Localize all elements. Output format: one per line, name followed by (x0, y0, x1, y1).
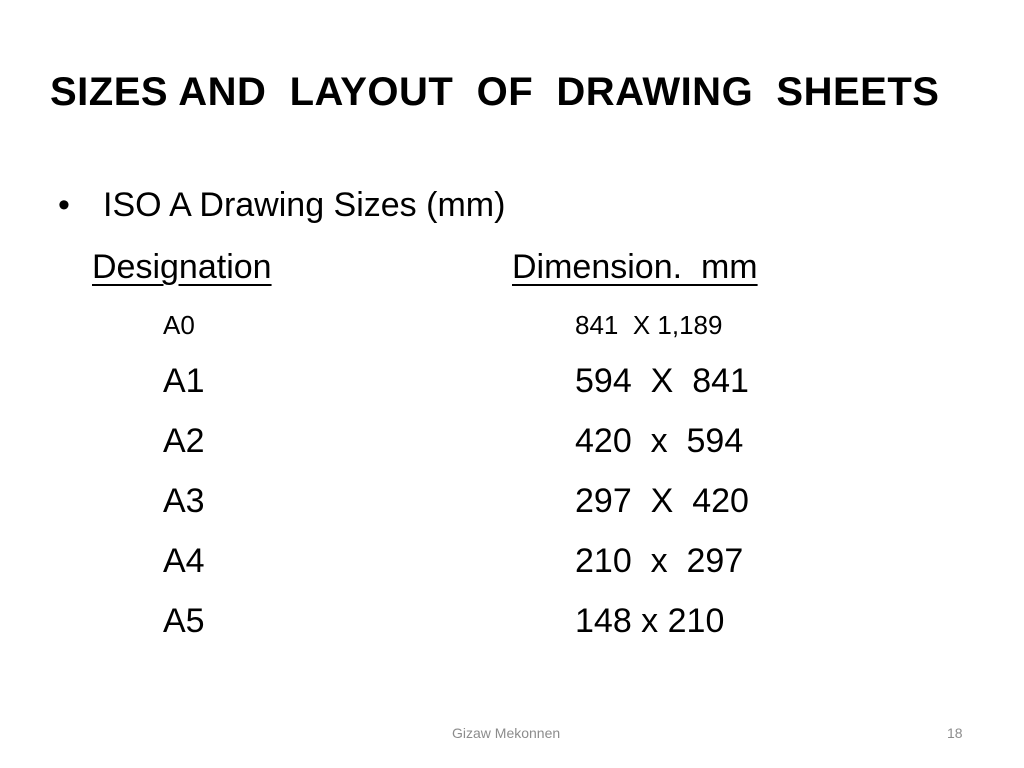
designation-cell-a0: A0 (163, 310, 195, 340)
footer-author: Gizaw Mekonnen (452, 725, 561, 741)
dimension-cell-a1: 594 X 841 (575, 362, 749, 400)
designation-cell-a3: A3 (163, 482, 205, 520)
dimension-cell-a2: 420 x 594 (575, 422, 744, 460)
dimension-cell-a3: 297 X 420 (575, 482, 749, 520)
dimension-cell-a5: 148 x 210 (575, 602, 725, 640)
designation-cell-a5: A5 (163, 602, 205, 640)
dimension-cell-a4: 210 x 297 (575, 542, 744, 580)
footer-page-number: 18 (947, 725, 963, 741)
designation-cell-a4: A4 (163, 542, 205, 580)
bullet-item (58, 186, 505, 225)
designation-column-header: Designation (92, 248, 272, 286)
slide-title: SIZES AND LAYOUT OF DRAWING SHEETS (50, 70, 940, 114)
dimension-cell-a0: 841 X 1,189 (575, 310, 723, 340)
bullet-dot-icon: • (58, 186, 70, 224)
designation-cell-a1: A1 (163, 362, 205, 400)
dimension-column-header: Dimension. mm (512, 248, 758, 286)
bullet-text: ISO A Drawing Sizes (mm) (103, 186, 506, 224)
designation-cell-a2: A2 (163, 422, 205, 460)
